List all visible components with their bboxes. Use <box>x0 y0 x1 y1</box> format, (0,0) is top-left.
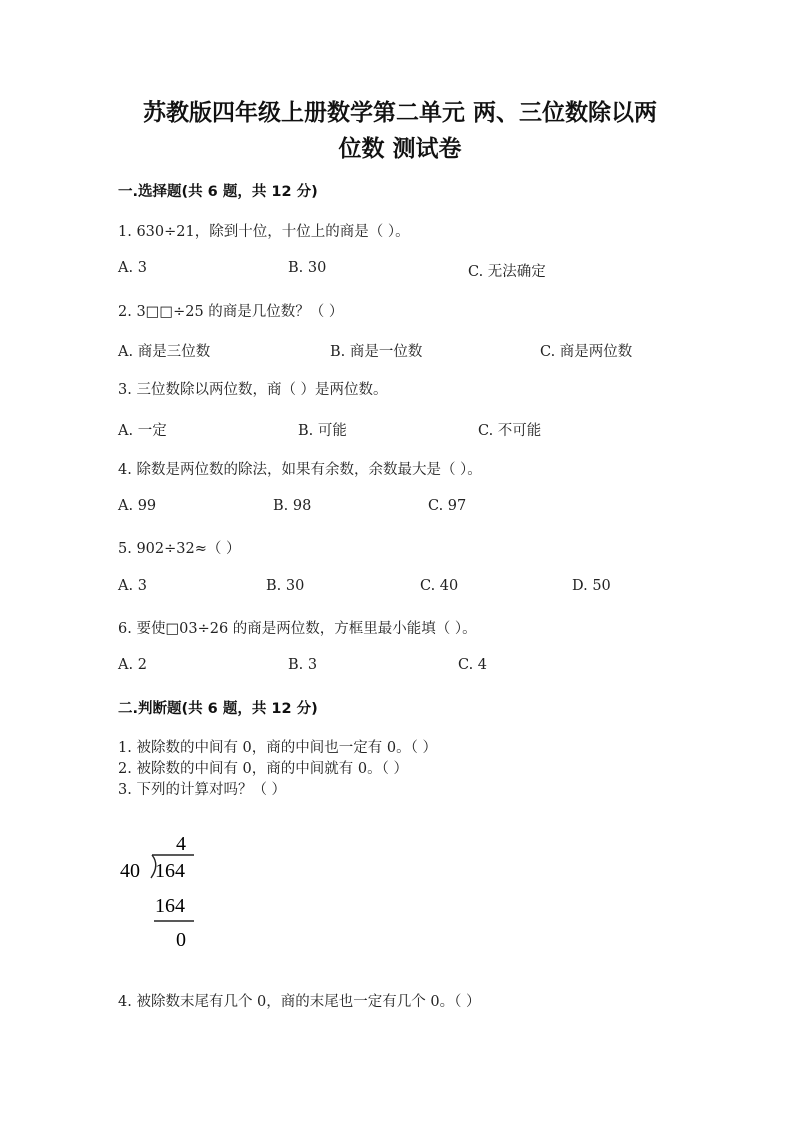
q4-option-a: A. 99 <box>118 498 157 514</box>
q6-option-c: C. 4 <box>458 657 488 673</box>
division-dividend: 164 <box>155 860 185 882</box>
q2-option-c: C. 商是两位数 <box>540 344 633 360</box>
long-division-figure <box>118 828 208 953</box>
division-remainder: 0 <box>176 929 186 951</box>
question-6: 6. 要使□03÷26 的商是两位数，方框里最小能填（ ）。 <box>118 621 477 637</box>
question-2: 2. 3□□÷25 的商是几位数？（ ） <box>118 304 344 320</box>
division-quotient: 4 <box>176 833 186 855</box>
question-4: 4. 除数是两位数的除法，如果有余数，余数最大是（ ）。 <box>118 462 482 478</box>
section-heading-judge: 二.判断题(共 6 题，共 12 分) <box>118 701 318 717</box>
q4-option-b: B. 98 <box>273 498 312 514</box>
q4-option-c: C. 97 <box>428 498 467 514</box>
judge-2: 2. 被除数的中间有 0，商的中间就有 0。（ ） <box>118 761 408 777</box>
judge-1: 1. 被除数的中间有 0，商的中间也一定有 0。（ ） <box>118 740 437 756</box>
division-divisor: 40 <box>120 860 140 882</box>
question-1: 1. 630÷21，除到十位，十位上的商是（ ）。 <box>118 224 410 240</box>
q3-option-b: B. 可能 <box>298 423 347 439</box>
q5-option-a: A. 3 <box>118 578 147 594</box>
q5-option-d: D. 50 <box>572 578 611 594</box>
page-title-line-2: 位数 测试卷 <box>338 136 462 162</box>
q5-option-c: C. 40 <box>420 578 459 594</box>
q1-option-a: A. 3 <box>118 260 147 276</box>
division-product: 164 <box>155 895 185 917</box>
page-title-line-1: 苏教版四年级上册数学第二单元 两、三位数除以两 <box>142 100 657 126</box>
question-5: 5. 902÷32≈（ ） <box>118 541 241 557</box>
q1-option-b: B. 30 <box>288 260 327 276</box>
q6-option-b: B. 3 <box>288 657 318 673</box>
q1-option-c: C. 无法确定 <box>468 264 546 280</box>
q3-option-c: C. 不可能 <box>478 423 542 439</box>
judge-4: 4. 被除数末尾有几个 0，商的末尾也一定有几个 0。（ ） <box>118 994 481 1010</box>
q2-option-a: A. 商是三位数 <box>118 344 211 360</box>
q2-option-b: B. 商是一位数 <box>330 344 423 360</box>
q6-option-a: A. 2 <box>118 657 147 673</box>
judge-3: 3. 下列的计算对吗？（ ） <box>118 782 287 798</box>
q3-option-a: A. 一定 <box>118 423 167 439</box>
section-heading-choice: 一.选择题(共 6 题，共 12 分) <box>118 184 318 200</box>
question-3: 3. 三位数除以两位数，商（ ）是两位数。 <box>118 382 388 398</box>
q5-option-b: B. 30 <box>266 578 305 594</box>
